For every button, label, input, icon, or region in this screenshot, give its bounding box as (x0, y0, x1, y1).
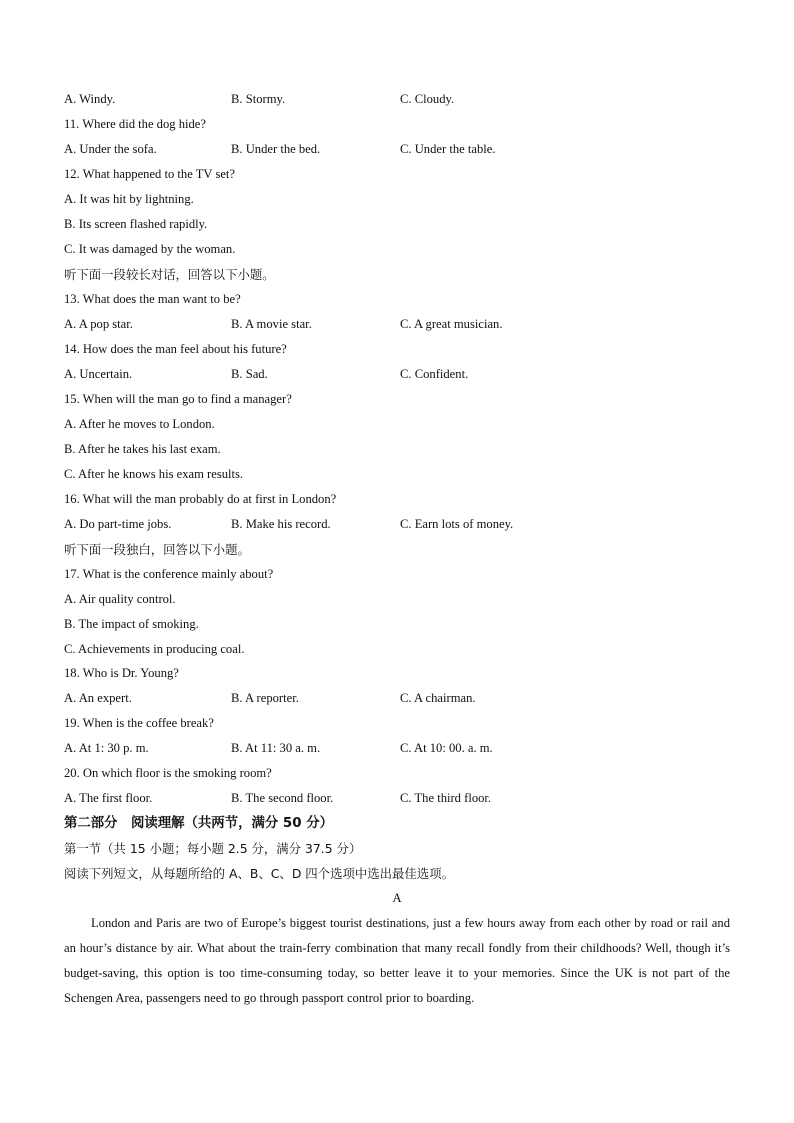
q10-option-a: A. Windy. (64, 92, 116, 106)
instruction-long-dialogue: 听下面一段较长对话，回答以下小题。 (64, 267, 275, 282)
q17-option-b: B. The impact of smoking. (64, 617, 199, 631)
q13-question: 13. What does the man want to be? (64, 292, 241, 306)
q16-option-a: A. Do part-time jobs. (64, 517, 172, 531)
q15-option-a: A. After he moves to London. (64, 417, 215, 431)
q15-question: 15. When will the man go to find a manager? (64, 392, 292, 406)
part2-section1: 第一节（共 15 小题；每小题 2.5 分，满分 37.5 分） (64, 841, 362, 856)
q19-option-a: A. At 1: 30 p. m. (64, 741, 149, 755)
q20-option-c: C. The third floor. (400, 791, 492, 805)
q19-question: 19. When is the coffee break? (64, 716, 214, 730)
q17-question: 17. What is the conference mainly about? (64, 567, 274, 581)
instruction-monologue: 听下面一段独白，回答以下小题。 (64, 542, 250, 557)
q16-option-c: C. Earn lots of money. (400, 517, 514, 531)
passage-a (64, 911, 730, 1011)
q10-options (0, 87, 794, 112)
q11-option-b: B. Under the bed. (231, 142, 321, 156)
q14-option-c: C. Confident. (400, 367, 469, 381)
q12-option-c: C. It was damaged by the woman. (64, 242, 236, 256)
q12-question: 12. What happened to the TV set? (64, 167, 236, 181)
q14-options (0, 362, 794, 387)
q13-options (0, 312, 794, 337)
q19-option-c: C. At 10: 00. a. m. (400, 741, 493, 755)
passage-label: A (392, 891, 402, 905)
q13-option-c: C. A great musician. (400, 317, 503, 331)
q15-option-b: B. After he takes his last exam. (64, 442, 221, 456)
q14-question: 14. How does the man feel about his future? (64, 342, 287, 356)
q19-options (0, 736, 794, 761)
q18-option-c: C. A chairman. (400, 691, 476, 705)
q18-question: 18. Who is Dr. Young? (64, 666, 179, 680)
q14-option-b: B. Sad. (231, 367, 268, 381)
q16-options (0, 512, 794, 537)
q11-option-c: C. Under the table. (400, 142, 496, 156)
q11-options (0, 137, 794, 162)
q19-option-b: B. At 11: 30 a. m. (231, 741, 321, 755)
q13-option-b: B. A movie star. (231, 317, 312, 331)
q12-option-a: A. It was hit by lightning. (64, 192, 194, 206)
q14-option-a: A. Uncertain. (64, 367, 133, 381)
q18-option-a: A. An expert. (64, 691, 132, 705)
q17-option-c: C. Achievements in producing coal. (64, 642, 245, 656)
q18-options (0, 686, 794, 711)
q10-option-c: C. Cloudy. (400, 92, 455, 106)
q16-question: 16. What will the man probably do at first in London? (64, 492, 337, 506)
q12-option-b: B. Its screen flashed rapidly. (64, 217, 208, 231)
q18-option-b: B. A reporter. (231, 691, 299, 705)
q20-question: 20. On which floor is the smoking room? (64, 766, 272, 780)
part2-heading: 第二部分 阅读理解（共两节，满分 50 分） (64, 816, 333, 831)
q20-option-a: A. The first floor. (64, 791, 153, 805)
q20-option-b: B. The second floor. (231, 791, 334, 805)
q20-options (0, 786, 794, 811)
q17-option-a: A. Air quality control. (64, 592, 176, 606)
part2-instruction: 阅读下列短文，从每题所给的 A、B、C、D 四个选项中选出最佳选项。 (64, 866, 454, 881)
q10-option-b: B. Stormy. (231, 92, 286, 106)
q16-option-b: B. Make his record. (231, 517, 331, 531)
q11-option-a: A. Under the sofa. (64, 142, 157, 156)
q15-option-c: C. After he knows his exam results. (64, 467, 244, 481)
passage-a-paragraph: London and Paris are two of Europe’s biggest tourist destinations, just a few hours away from each other by road or rail and an hour’s distance by air. What about the train-ferry combination that many recall fondly from their childhoods? Well, though it’s budget-saving, this option is too time-consuming today, so better leave it to your memories. Since the UK is not part of the Schengen Area, passengers need to go through passport control prior to boarding. (64, 916, 730, 1005)
q13-option-a: A. A pop star. (64, 317, 133, 331)
q11-question: 11. Where did the dog hide? (64, 117, 206, 131)
